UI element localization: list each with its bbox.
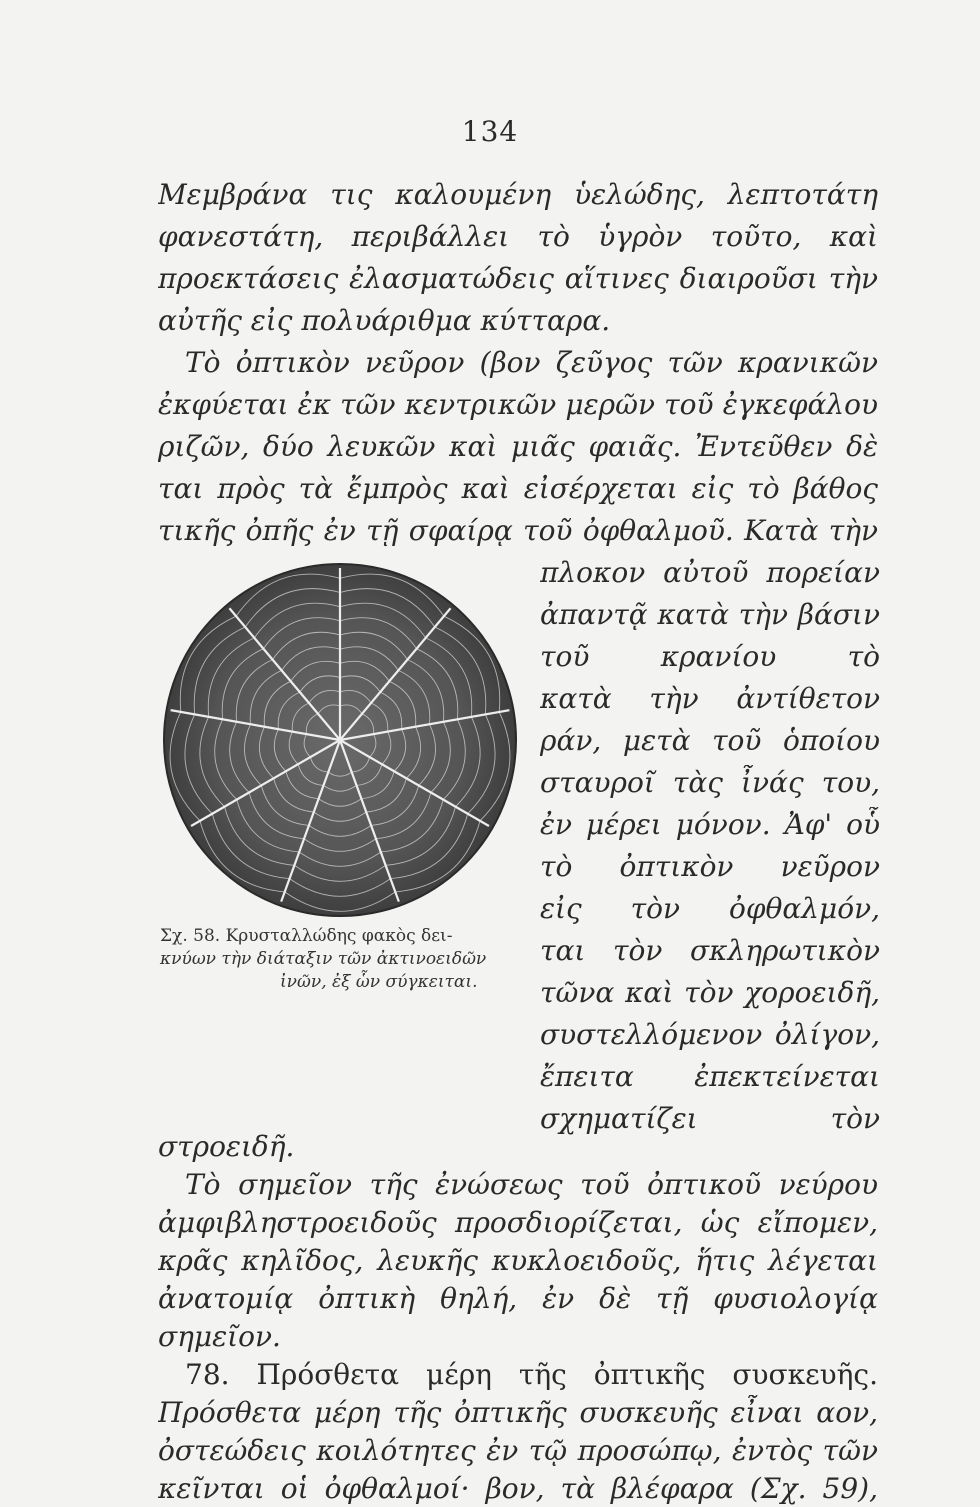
text-line: ται τὸν σκληρωτικὸν bbox=[540, 934, 880, 967]
crystalline-lens-illustration-icon bbox=[160, 560, 520, 920]
text-line: Πρόσθετα μέρη τῆς ὀπτικῆς συσκευῆς εἶναι αον, bbox=[158, 1396, 878, 1429]
caption-line: κνύων τὴν διάταξιν τῶν ἀκτινοειδῶν bbox=[160, 949, 487, 969]
text-line: κατὰ τὴν ἀντίθετον bbox=[540, 682, 880, 715]
text-line: σταυροῖ τὰς ἶνάς του, bbox=[540, 766, 880, 799]
text-line: τοῦ κρανίου τὸ bbox=[540, 640, 880, 673]
caption-line: ἰνῶν, ἐξ ὧν σύγκειται. bbox=[280, 972, 478, 992]
text-line: φανεστάτη, περιβάλλει τὸ ὑγρὸν τοῦτο, καὶ bbox=[158, 220, 878, 253]
text-line: σχηματίζει τὸν bbox=[540, 1102, 880, 1135]
text-line: ἀμφιβληστροειδοῦς προσδιορίζεται, ὡς εἴπομεν, bbox=[158, 1206, 878, 1239]
text-line: Μεμβράνα τις καλουμένη ὑελώδης, λεπτοτάτη bbox=[158, 178, 878, 211]
text-line: στροειδῆ. bbox=[158, 1130, 295, 1163]
text-line: ἐκφύεται ἐκ τῶν κεντρικῶν μερῶν τοῦ ἐγκεφάλου bbox=[158, 388, 878, 421]
text-line: τικῆς ὀπῆς ἐν τῇ σφαίρᾳ τοῦ ὀφθαλμοῦ. Κατὰ τὴν bbox=[158, 514, 878, 547]
text-line: προεκτάσεις ἐλασματώδεις αἵτινες διαιροῦσι τὴν bbox=[158, 262, 878, 295]
text-line: ἔπειτα ἐπεκτείνεται bbox=[540, 1060, 880, 1093]
text-line: ράν, μετὰ τοῦ ὁποίου bbox=[540, 724, 880, 757]
text-line: κρᾶς κηλῖδος, λευκῆς κυκλοειδοῦς, ἥτις λέγεται bbox=[158, 1244, 878, 1277]
text-line: ὀστεώδεις κοιλότητες ἐν τῷ προσώπῳ, ἐντὸς τῶν bbox=[158, 1434, 878, 1467]
text-line: αὐτῆς εἰς πολυάριθμα κύτταρα. bbox=[158, 304, 611, 337]
text-line: ται πρὸς τὰ ἔμπρὸς καὶ εἰσέρχεται εἰς τὸ βάθος bbox=[158, 472, 878, 505]
caption-line: Σχ. 58. Κρυσταλλώδης φακὸς δει- bbox=[160, 926, 453, 946]
text-line: σημεῖον. bbox=[158, 1320, 281, 1353]
text-line: συστελλόμενον ὀλίγον, bbox=[540, 1018, 880, 1051]
text-line: ριζῶν, δύο λευκῶν καὶ μιᾶς φαιᾶς. Ἐντεῦθεν δὲ bbox=[158, 430, 878, 463]
text-line: τὸ ὀπτικὸν νεῦρον bbox=[540, 850, 880, 883]
figure-caption bbox=[160, 925, 522, 994]
section-heading: 78. Πρόσθετα μέρη τῆς ὀπτικῆς συσκευῆς. bbox=[185, 1358, 878, 1391]
text-line: Τὸ ὀπτικὸν νεῦρον (βον ζεῦγος τῶν κρανικῶν bbox=[185, 346, 878, 379]
text-line: κεῖνται οἱ ὀφθαλμοί· βον, τὰ βλέφαρα (Σχ. 59), bbox=[158, 1472, 878, 1505]
text-line: πλοκον αὐτοῦ πορείαν bbox=[540, 556, 880, 589]
page-number: 134 bbox=[461, 115, 519, 148]
lens-figure bbox=[160, 560, 520, 920]
text-line: τῶνα καὶ τὸν χοροειδῆ, bbox=[540, 976, 880, 1009]
text-line: εἰς τὸν ὀφθαλμόν, bbox=[540, 892, 880, 925]
text-line: ἐν μέρει μόνον. Ἀφ' οὗ bbox=[540, 808, 880, 841]
text-line: ἀπαντᾷ κατὰ τὴν βάσιν bbox=[540, 598, 880, 631]
text-line: Τὸ σημεῖον τῆς ἐνώσεως τοῦ ὀπτικοῦ νεύρου bbox=[185, 1168, 878, 1201]
text-line: ἀνατομίᾳ ὀπτικὴ θηλή, ἐν δὲ τῇ φυσιολογίᾳ bbox=[158, 1282, 878, 1315]
